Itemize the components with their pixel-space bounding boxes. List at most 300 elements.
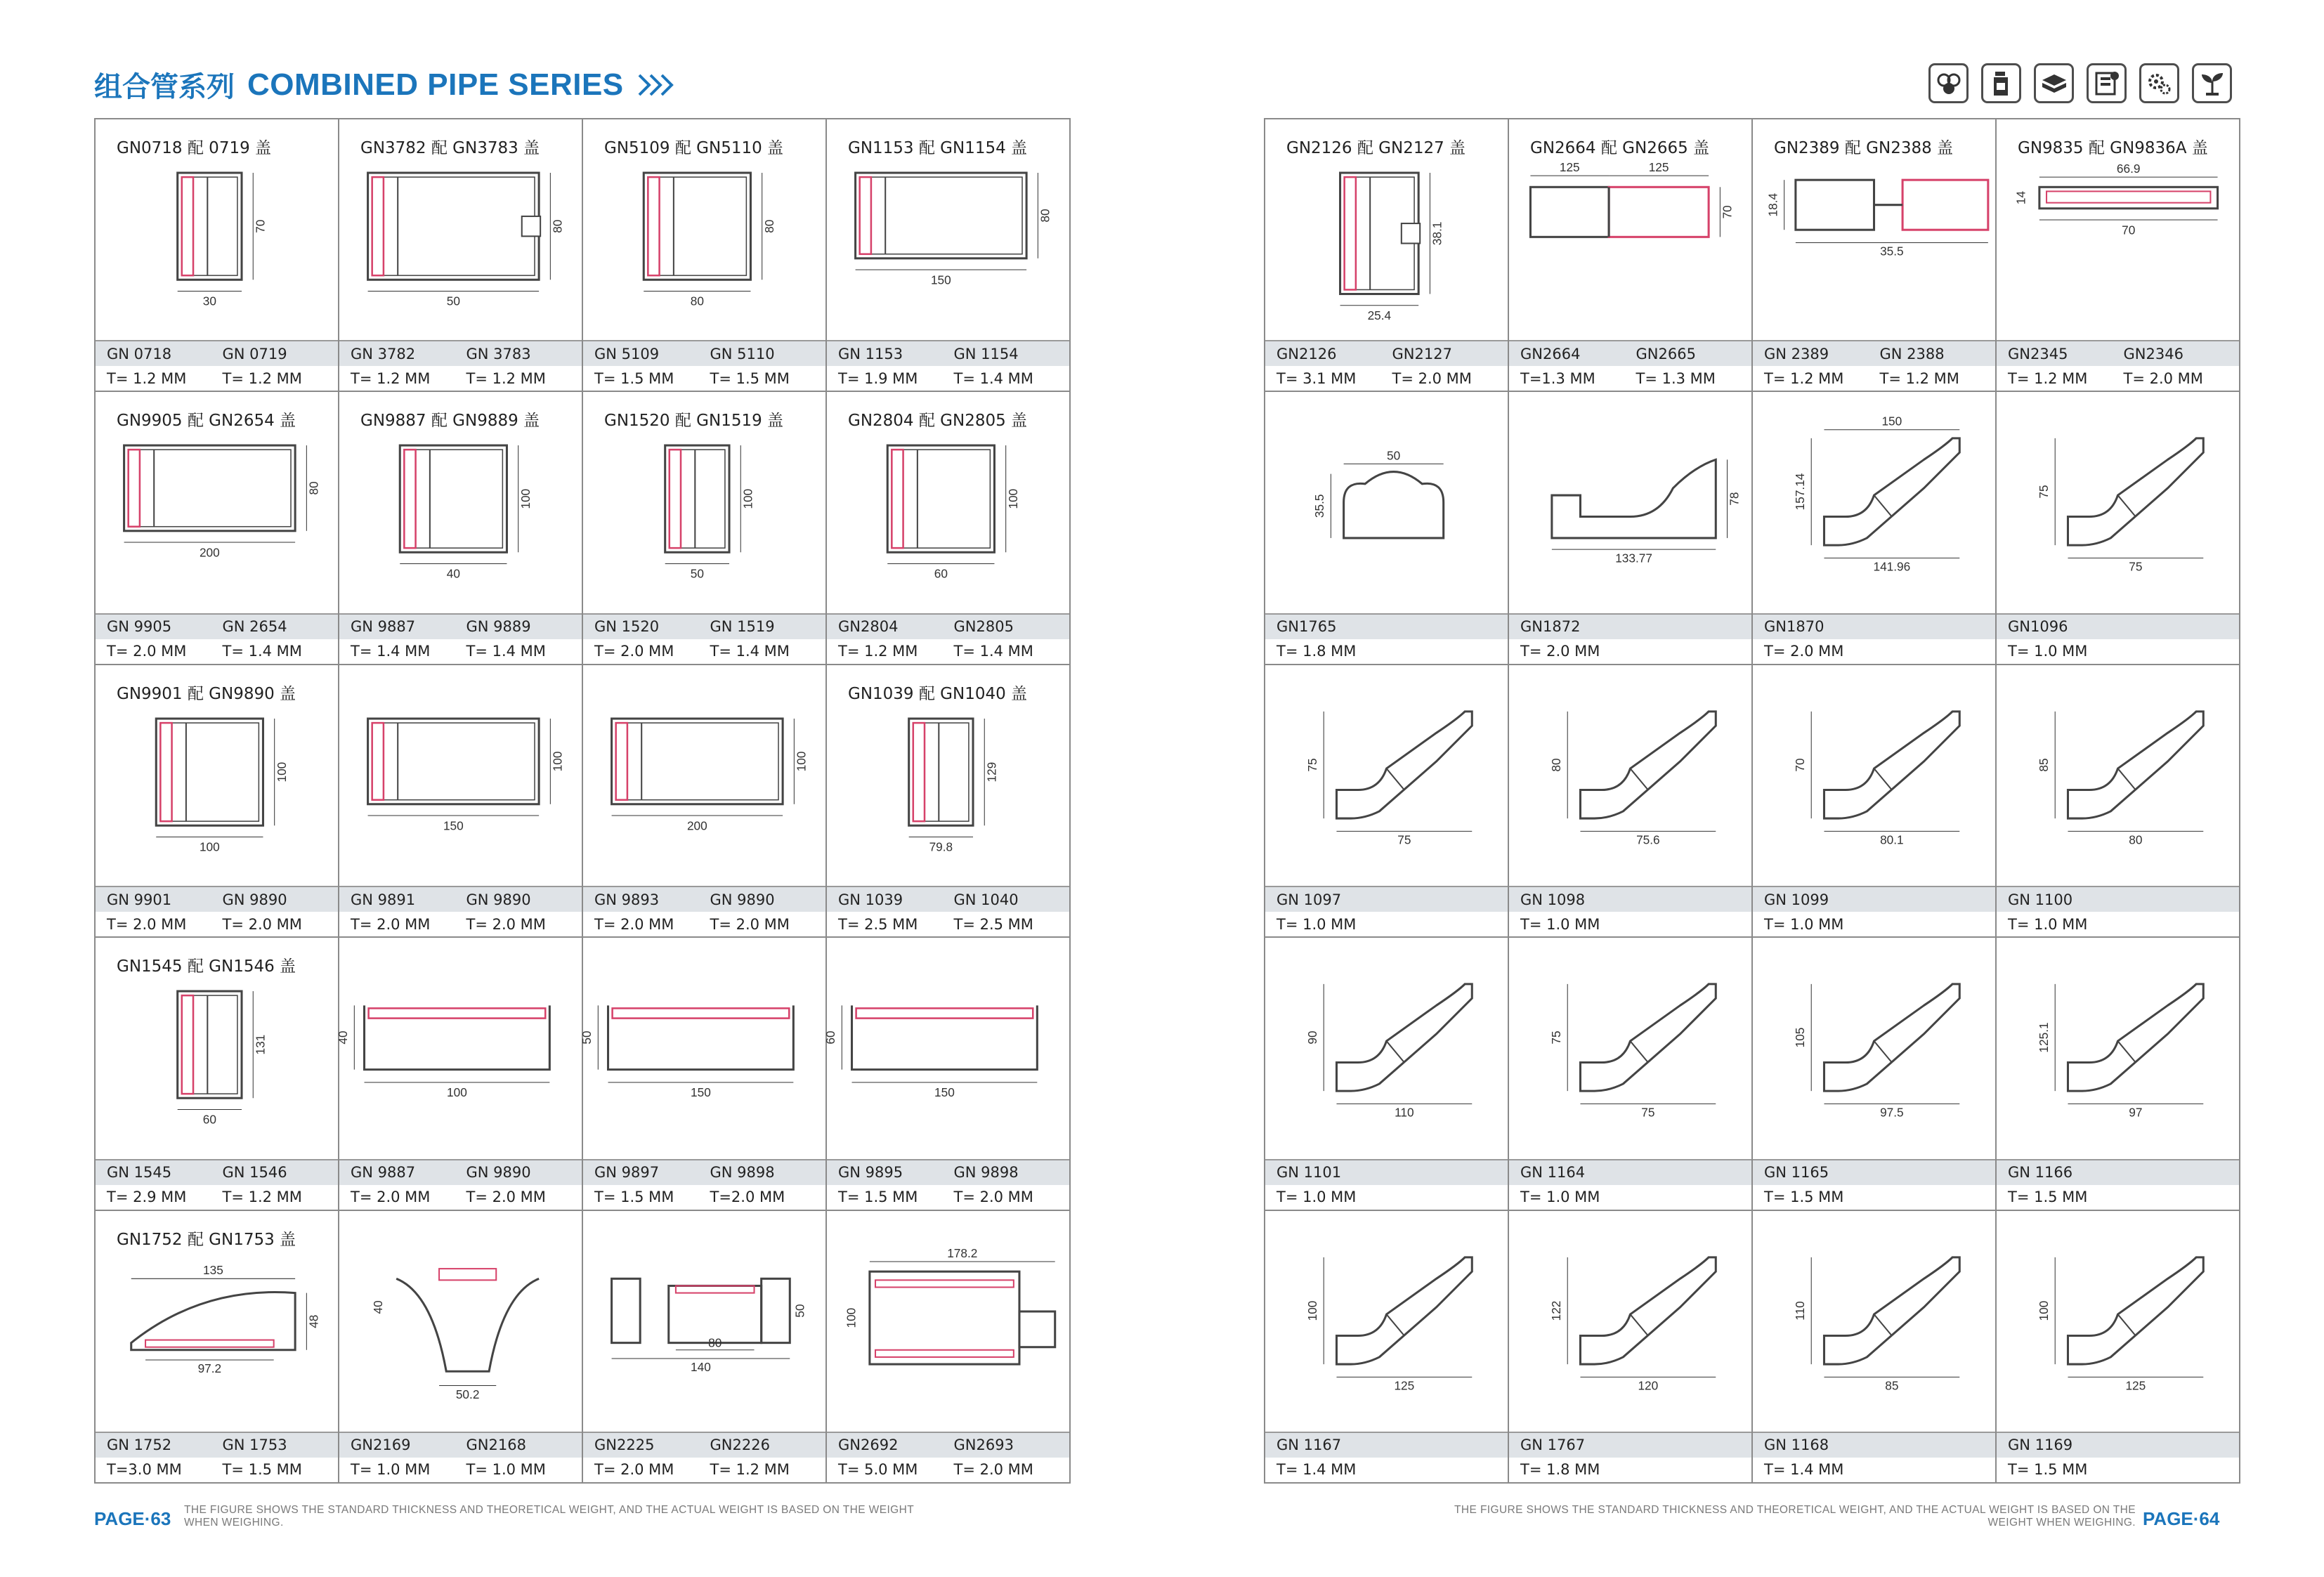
profile-drawing xyxy=(1753,938,1995,1158)
sheet-icon[interactable] xyxy=(2087,63,2127,103)
thickness-row xyxy=(1753,366,1995,391)
product-title: GN1545 配 GN1546 盖 xyxy=(117,957,296,976)
product-cell xyxy=(96,938,339,1210)
thickness-value: T= 1.3 MM xyxy=(1636,369,1716,387)
dimension-label: 125 xyxy=(1394,1378,1415,1393)
dimension-label: 50 xyxy=(580,1030,594,1045)
product-cell xyxy=(827,392,1071,665)
profile-drawing xyxy=(96,392,338,613)
dimension-label: 40 xyxy=(336,1030,351,1045)
dimension-label: 100 xyxy=(274,761,289,783)
model-code: GN1872 xyxy=(1520,618,1581,636)
dimension-label: 125 xyxy=(2125,1378,2146,1393)
thickness-value: T= 1.8 MM xyxy=(1277,643,1357,660)
thickness-value: T= 1.5 MM xyxy=(838,1189,918,1206)
thickness-row xyxy=(1509,1185,1751,1210)
product-cell xyxy=(580,938,827,1210)
dimension-label: 18.4 xyxy=(1765,192,1780,217)
profile-drawing xyxy=(827,392,1069,613)
profile-drawing xyxy=(1997,938,2239,1158)
dimension-label: 75 xyxy=(2037,485,2051,499)
dimension-label: 80 xyxy=(306,481,321,495)
thickness-row xyxy=(583,912,825,936)
thickness-value: T= 1.0 MM xyxy=(1277,915,1357,933)
product-cell xyxy=(1753,938,1997,1210)
model-code: GN2805 xyxy=(953,618,1014,636)
product-cell xyxy=(1509,938,1753,1210)
spec-table xyxy=(1265,886,1508,936)
spec-table xyxy=(1753,613,1995,664)
thickness-row xyxy=(1509,912,1751,936)
dimension-label: 100 xyxy=(740,489,755,509)
spec-table xyxy=(1753,1432,1995,1482)
product-cell xyxy=(1997,665,2240,938)
dimension-label: 80 xyxy=(708,1335,722,1350)
product-title: GN5109 配 GN5110 盖 xyxy=(604,139,784,157)
model-code: GN 9887 xyxy=(351,1164,416,1182)
dimension-label: 75 xyxy=(1549,1030,1564,1045)
profile-diagram xyxy=(1265,665,1508,886)
profile-drawing xyxy=(96,938,338,1158)
profile-drawing xyxy=(827,665,1069,886)
profile-drawing xyxy=(1265,665,1508,886)
model-row xyxy=(1997,887,2239,912)
dimension-label: 120 xyxy=(1638,1378,1659,1393)
thickness-row xyxy=(96,639,338,664)
profiles-icon[interactable] xyxy=(1928,63,1969,103)
dimension-label: 80 xyxy=(762,219,776,233)
profile-diagram xyxy=(1509,665,1751,886)
thickness-value: T= 2.0 MM xyxy=(351,1189,431,1206)
thickness-value: T= 2.0 MM xyxy=(222,915,302,933)
dimension-label: 80 xyxy=(690,294,704,308)
model-code: GN 1153 xyxy=(838,345,903,362)
profile-drawing xyxy=(96,119,338,340)
profile-diagram xyxy=(1509,938,1751,1158)
thickness-row xyxy=(1997,1185,2239,1210)
dimension-label: 100 xyxy=(794,751,809,772)
profile-drawing xyxy=(1753,665,1995,886)
model-code: GN 9887 xyxy=(351,618,416,636)
model-row xyxy=(339,615,582,639)
dimension-label: 80 xyxy=(550,219,565,233)
thickness-value: T= 1.0 MM xyxy=(1520,1189,1600,1206)
thickness-row xyxy=(583,1458,825,1482)
dimension-label: 60 xyxy=(823,1030,838,1045)
thickness-row xyxy=(1265,912,1508,936)
dimension-label: 110 xyxy=(1793,1300,1808,1321)
thickness-row xyxy=(1265,1458,1508,1482)
profile-diagram xyxy=(1753,665,1995,886)
profile-diagram xyxy=(336,938,582,1158)
thickness-row xyxy=(1265,639,1508,664)
model-row xyxy=(1509,341,1751,366)
model-code: GN 1165 xyxy=(1764,1164,1829,1182)
model-code: GN 1101 xyxy=(1277,1164,1342,1182)
profile-diagram xyxy=(583,1211,825,1432)
dimension-label: 141.96 xyxy=(1873,560,1911,575)
thickness-value: T= 1.2 MM xyxy=(107,369,187,387)
spec-table xyxy=(339,340,582,391)
profile-drawing xyxy=(823,938,1069,1158)
model-code: GN 9893 xyxy=(594,891,660,908)
product-title: GN1153 配 GN1154 盖 xyxy=(848,139,1028,157)
thickness-row xyxy=(827,639,1069,664)
spec-table xyxy=(339,1432,582,1482)
model-code: GN 2388 xyxy=(1879,345,1945,362)
profile-drawing xyxy=(1509,1211,1751,1432)
thickness-value: T= 1.2 MM xyxy=(2008,369,2088,387)
product-title: GN1752 配 GN1753 盖 xyxy=(117,1230,296,1249)
thickness-row xyxy=(339,1185,582,1210)
model-code: GN2168 xyxy=(466,1437,526,1454)
profile-drawing xyxy=(1753,1211,1995,1432)
spec-table xyxy=(583,1432,825,1482)
model-code: GN 1099 xyxy=(1764,891,1829,908)
thickness-row xyxy=(339,366,582,391)
thickness-row xyxy=(583,366,825,391)
product-cell xyxy=(1997,392,2240,665)
model-code: GN 3782 xyxy=(351,345,416,362)
spec-table xyxy=(1509,1159,1751,1210)
dimension-label: 80 xyxy=(1549,758,1564,772)
thickness-row xyxy=(1509,1458,1751,1482)
spec-table xyxy=(827,886,1069,936)
thickness-value: T=1.3 MM xyxy=(1520,369,1595,387)
model-row xyxy=(1265,887,1508,912)
profile-diagram xyxy=(1997,1211,2239,1432)
model-row xyxy=(1753,1160,1995,1185)
product-title: GN2664 配 GN2665 盖 xyxy=(1530,139,1710,157)
thickness-value: T= 3.1 MM xyxy=(1277,369,1357,387)
profile-drawing xyxy=(827,1211,1069,1432)
product-cell xyxy=(583,392,827,665)
model-row xyxy=(1753,887,1995,912)
thickness-value: T= 1.2 MM xyxy=(1879,369,1959,387)
dimension-label: 135 xyxy=(203,1262,223,1277)
thickness-value: T= 2.0 MM xyxy=(466,915,546,933)
product-title: GN3782 配 GN3783 盖 xyxy=(360,139,540,157)
product-cell xyxy=(827,1211,1071,1484)
model-code: GN1096 xyxy=(2008,618,2068,636)
profile-drawing xyxy=(336,938,582,1158)
spec-table xyxy=(96,613,338,664)
profile-diagram xyxy=(1509,1211,1751,1432)
thickness-row xyxy=(1997,639,2239,664)
model-code: GN 9890 xyxy=(466,1164,531,1182)
spec-table xyxy=(96,340,338,391)
spec-table xyxy=(1753,1159,1995,1210)
profile-drawing xyxy=(96,665,338,886)
thickness-row xyxy=(1753,639,1995,664)
product-title: GN9887 配 GN9889 盖 xyxy=(360,412,540,431)
model-code: GN 9890 xyxy=(710,891,775,908)
thickness-value: T= 1.2 MM xyxy=(466,369,546,387)
product-cell xyxy=(96,1211,339,1484)
model-row xyxy=(583,615,825,639)
dimension-label: 97 xyxy=(2129,1105,2143,1120)
thickness-value: T= 1.0 MM xyxy=(1764,915,1844,933)
spec-table xyxy=(827,1432,1069,1482)
model-code: GN2665 xyxy=(1636,345,1696,362)
thickness-value: T= 2.0 MM xyxy=(1764,643,1844,660)
profile-drawing xyxy=(580,938,825,1158)
spec-table xyxy=(339,613,582,664)
model-row xyxy=(1753,615,1995,639)
model-code: GN 5109 xyxy=(594,345,660,362)
model-code: GN 9901 xyxy=(107,891,172,908)
dimension-label: 150 xyxy=(934,1085,955,1100)
thickness-value: T= 1.4 MM xyxy=(351,643,431,660)
thickness-value: T= 1.5 MM xyxy=(2008,1461,2088,1479)
gears-icon[interactable] xyxy=(2139,63,2179,103)
model-code: GN 9898 xyxy=(953,1164,1019,1182)
thickness-row xyxy=(583,639,825,664)
profile-diagram xyxy=(1997,665,2239,886)
model-code: GN2225 xyxy=(594,1437,655,1454)
dimension-label: 50 xyxy=(1387,448,1401,463)
thickness-value: T= 1.2 MM xyxy=(1764,369,1844,387)
model-row xyxy=(1509,1433,1751,1458)
spec-table xyxy=(1265,340,1508,391)
thickness-value: T= 2.0 MM xyxy=(351,915,431,933)
product-title: GN2126 配 GN2127 盖 xyxy=(1286,139,1466,157)
product-cell xyxy=(1753,665,1997,938)
thickness-value: T= 2.0 MM xyxy=(466,1189,546,1206)
dimension-label: 75 xyxy=(1305,758,1320,772)
thickness-value: T= 1.5 MM xyxy=(222,1461,302,1479)
dimension-label: 129 xyxy=(984,761,999,783)
spec-table xyxy=(96,886,338,936)
thickness-value: T= 1.4 MM xyxy=(710,643,790,660)
model-code: GN2693 xyxy=(953,1437,1014,1454)
spec-table xyxy=(339,886,582,936)
thickness-value: T= 1.0 MM xyxy=(466,1461,546,1479)
model-row xyxy=(583,1433,825,1458)
model-code: GN 1166 xyxy=(2008,1164,2073,1182)
thickness-row xyxy=(827,912,1069,936)
dimension-label: 150 xyxy=(1881,414,1902,429)
spec-table xyxy=(339,1159,582,1210)
profile-drawing xyxy=(827,119,1069,340)
model-code: GN 1753 xyxy=(222,1437,287,1454)
profile-drawing xyxy=(1265,119,1508,340)
dimension-label: 105 xyxy=(1793,1027,1808,1048)
thickness-value: T= 1.5 MM xyxy=(1764,1189,1844,1206)
model-code: GN 1164 xyxy=(1520,1164,1586,1182)
dimension-label: 122 xyxy=(1549,1300,1564,1321)
thickness-value: T= 1.2 MM xyxy=(222,1189,302,1206)
dimension-label: 75 xyxy=(1397,832,1411,847)
dimension-label: 100 xyxy=(1005,489,1020,509)
model-code: GN 1098 xyxy=(1520,891,1586,908)
model-code: GN2126 xyxy=(1277,345,1337,362)
thickness-value: T= 2.0 MM xyxy=(1392,369,1472,387)
spec-table xyxy=(583,1159,825,1210)
dimension-label: 100 xyxy=(447,1085,467,1100)
product-cell xyxy=(339,1211,583,1484)
thickness-value: T= 1.0 MM xyxy=(1520,915,1600,933)
model-code: GN 9890 xyxy=(222,891,287,908)
product-cell xyxy=(1509,392,1753,665)
model-code: GN 1167 xyxy=(1277,1437,1342,1454)
profile-diagram xyxy=(1753,1211,1995,1432)
spec-table xyxy=(827,613,1069,664)
page-number-right: PAGE·64 xyxy=(2143,1508,2220,1529)
dimension-label: 100 xyxy=(518,489,533,509)
model-code: GN 1154 xyxy=(953,345,1019,362)
model-code: GN 9897 xyxy=(594,1164,660,1182)
thickness-row xyxy=(339,1458,582,1482)
model-row xyxy=(1997,615,2239,639)
thickness-row xyxy=(1753,912,1995,936)
model-row xyxy=(1265,1433,1508,1458)
model-row xyxy=(96,1433,338,1458)
model-code: GN 3783 xyxy=(466,345,531,362)
dimension-label: 60 xyxy=(202,1112,216,1127)
model-code: GN 9890 xyxy=(466,891,531,908)
model-code: GN 1767 xyxy=(1520,1437,1586,1454)
product-title: GN9835 配 GN9836A 盖 xyxy=(2018,139,2208,157)
left-page-grid xyxy=(94,118,1071,1484)
book-icon[interactable] xyxy=(2034,63,2074,103)
dimension-label: 80 xyxy=(2129,832,2143,847)
title-english: COMBINED PIPE SERIES xyxy=(247,67,624,102)
spec-table xyxy=(1509,613,1751,664)
model-row xyxy=(1997,1433,2239,1458)
product-cell xyxy=(1509,1211,1753,1484)
thickness-value: T= 2.0 MM xyxy=(594,1461,674,1479)
model-row xyxy=(1509,887,1751,912)
thickness-row xyxy=(1265,366,1508,391)
dimension-label: 140 xyxy=(691,1359,711,1374)
model-row xyxy=(1509,615,1751,639)
dimension-label: 60 xyxy=(934,567,948,582)
model-row xyxy=(827,887,1069,912)
dimension-label: 14 xyxy=(2013,190,2028,205)
thickness-value: T=2.0 MM xyxy=(710,1189,785,1206)
dimension-label: 78 xyxy=(1727,492,1742,506)
spec-table xyxy=(1997,1159,2239,1210)
product-cell xyxy=(96,665,339,938)
product-cell xyxy=(583,1211,827,1484)
spec-table xyxy=(96,1432,338,1482)
thickness-value: T= 5.0 MM xyxy=(838,1461,918,1479)
thickness-value: T= 2.0 MM xyxy=(107,643,187,660)
model-code: GN2345 xyxy=(2008,345,2068,362)
model-code: GN 1039 xyxy=(838,891,903,908)
profile-drawing xyxy=(1997,392,2239,613)
thickness-row xyxy=(1509,366,1751,391)
model-code: GN 1169 xyxy=(2008,1437,2073,1454)
thickness-row xyxy=(1997,366,2239,391)
dimension-label: 133.77 xyxy=(1615,551,1652,565)
thickness-value: T= 1.0 MM xyxy=(2008,915,2088,933)
dimension-label: 50 xyxy=(446,294,460,308)
thickness-value: T= 2.0 MM xyxy=(594,643,674,660)
profile-diagram xyxy=(1509,392,1751,613)
dimension-label: 75 xyxy=(2129,560,2143,575)
product-title: GN2804 配 GN2805 盖 xyxy=(848,412,1028,431)
thickness-value: T= 1.4 MM xyxy=(222,643,302,660)
product-cell xyxy=(823,938,1071,1210)
profile-drawing xyxy=(1509,119,1751,340)
thickness-row xyxy=(1509,639,1751,664)
page-title xyxy=(94,65,676,105)
model-code: GN2169 xyxy=(351,1437,411,1454)
model-row xyxy=(827,1433,1069,1458)
model-row xyxy=(339,887,582,912)
product-cell xyxy=(1265,938,1509,1210)
dimension-label: 50.2 xyxy=(455,1387,480,1401)
product-cell xyxy=(339,392,583,665)
product-cell xyxy=(1265,665,1509,938)
spec-table xyxy=(1265,1432,1508,1482)
product-cell xyxy=(1509,119,1753,392)
thickness-value: T= 2.0 MM xyxy=(953,1189,1033,1206)
model-row xyxy=(339,341,582,366)
dimension-label: 70 xyxy=(253,219,268,233)
bottle-icon[interactable] xyxy=(1981,63,2021,103)
model-code: GN 1100 xyxy=(2008,891,2073,908)
dimension-label: 70 xyxy=(1720,205,1735,219)
dimension-label: 50 xyxy=(792,1303,807,1318)
title-chinese: 组合管系列 xyxy=(94,71,235,103)
profile-drawing xyxy=(583,665,825,886)
profile-diagram xyxy=(1753,392,1995,613)
thickness-row xyxy=(339,912,582,936)
profile-diagram xyxy=(339,1211,582,1432)
dimension-label: 48 xyxy=(306,1314,321,1328)
product-cell xyxy=(339,665,583,938)
profile-drawing xyxy=(1265,392,1508,613)
profile-drawing xyxy=(583,1211,825,1432)
thickness-row xyxy=(827,1458,1069,1482)
dimension-label: 100 xyxy=(844,1307,859,1328)
double-chevron-icon xyxy=(637,71,676,99)
product-title: GN9901 配 GN9890 盖 xyxy=(117,684,296,703)
product-cell xyxy=(583,119,827,392)
dimension-label: 97.5 xyxy=(1880,1105,1904,1120)
product-title: GN0718 配 0719 盖 xyxy=(117,139,272,157)
footer-note-right: THE FIGURE SHOWS THE STANDARD THICKNESS AND THEORETICAL WEIGHT, AND THE ACTUAL WEIGHT IS BASED ON THE WEIGHT WHEN WEIGHING. xyxy=(1454,1504,2136,1529)
profile-drawing xyxy=(1265,938,1508,1158)
dimension-label: 70 xyxy=(2122,223,2136,237)
right-page-grid xyxy=(1264,118,2240,1484)
dimension-label: 70 xyxy=(1793,758,1808,772)
plant-icon[interactable] xyxy=(2192,63,2232,103)
category-icon-bar xyxy=(1928,63,2232,103)
model-row xyxy=(339,1160,582,1185)
thickness-value: T= 1.2 MM xyxy=(838,643,918,660)
product-cell xyxy=(1997,119,2240,392)
spec-table xyxy=(1509,886,1751,936)
profile-diagram xyxy=(1997,392,2239,613)
model-code: GN 2654 xyxy=(222,618,287,636)
product-cell xyxy=(96,119,339,392)
product-cell xyxy=(336,938,583,1210)
profile-diagram xyxy=(1753,938,1995,1158)
model-row xyxy=(96,887,338,912)
spec-table xyxy=(583,340,825,391)
model-code: GN 0719 xyxy=(222,345,287,362)
thickness-value: T= 1.4 MM xyxy=(953,643,1033,660)
model-code: GN 1546 xyxy=(222,1164,287,1182)
dimension-label: 100 xyxy=(199,839,220,854)
profile-diagram xyxy=(580,938,825,1158)
product-cell xyxy=(1509,665,1753,938)
model-code: GN2127 xyxy=(1392,345,1452,362)
